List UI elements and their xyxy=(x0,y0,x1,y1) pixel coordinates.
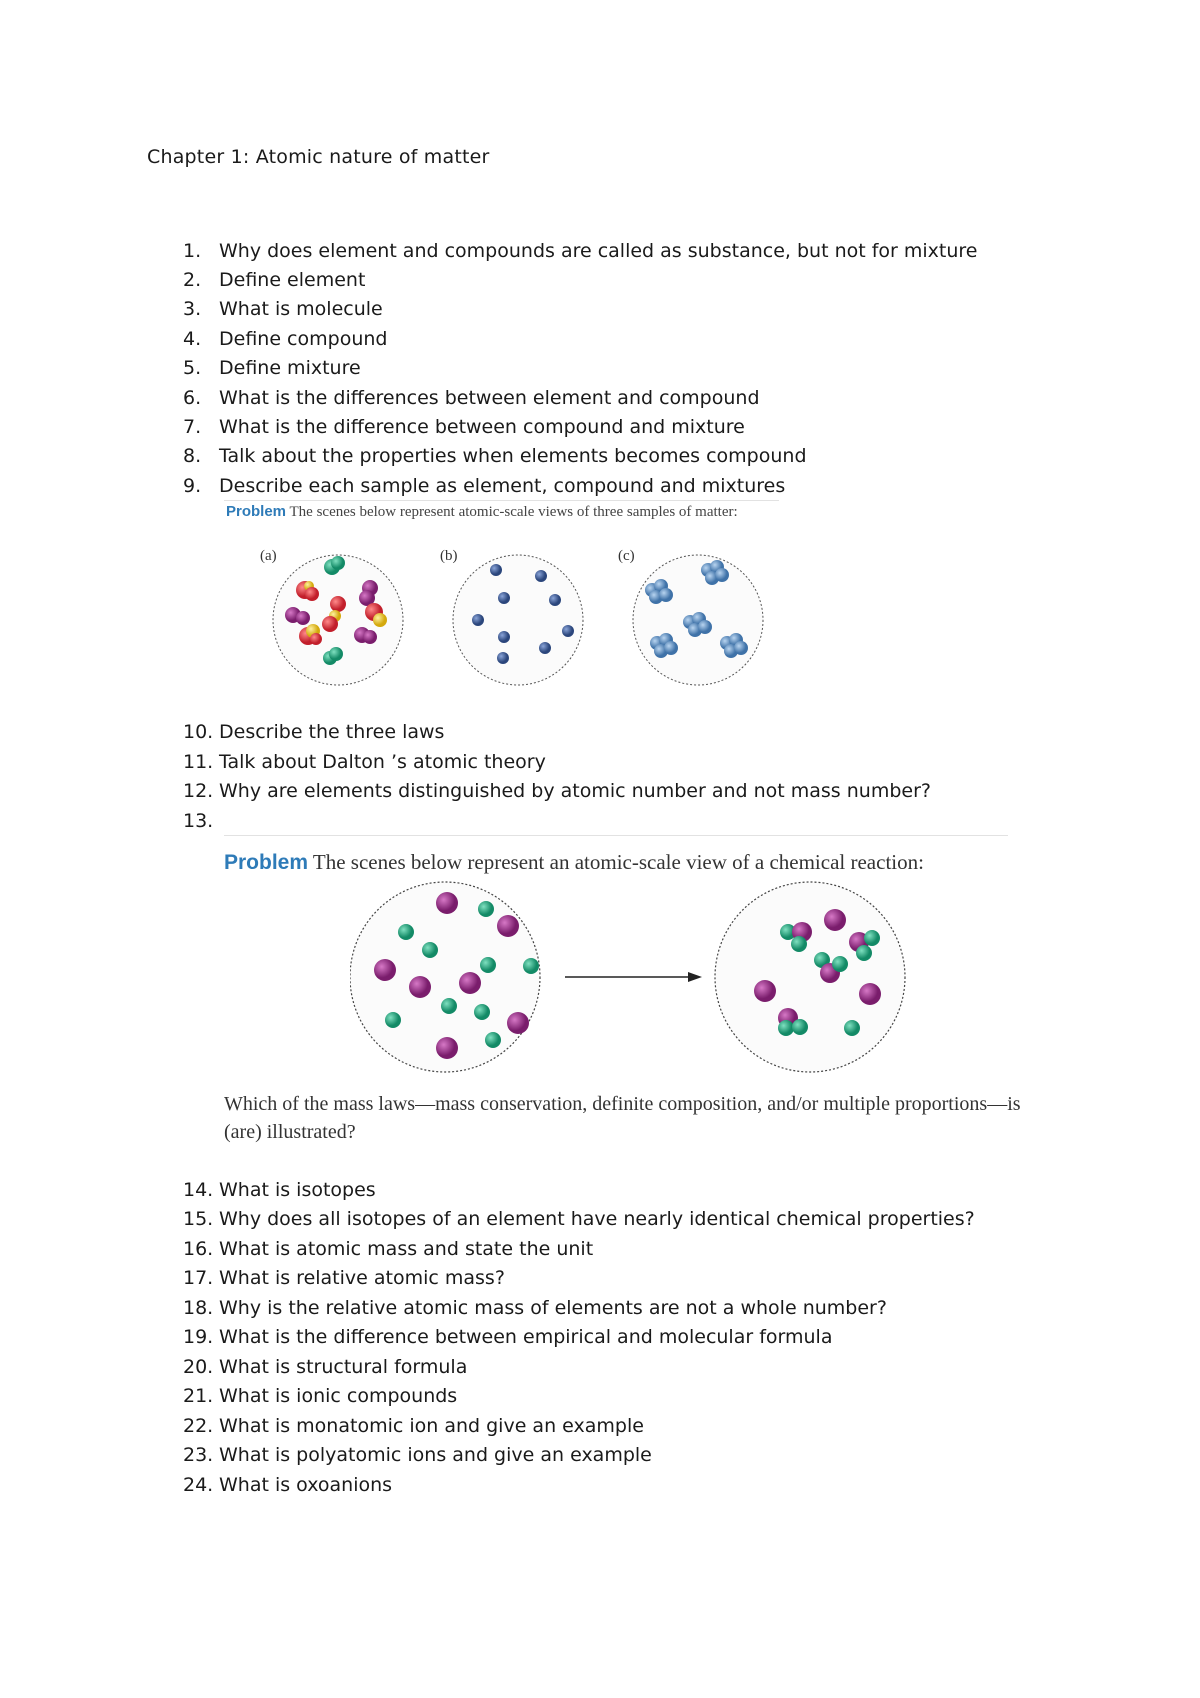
sample-b xyxy=(453,555,583,685)
question-item: 20. What is structural formula xyxy=(183,1356,468,1378)
problem-1-heading xyxy=(226,503,738,521)
question-item: 9. Describe each sample as element, compound and mixtures xyxy=(183,475,786,497)
divider xyxy=(224,500,779,501)
problem-text: The scenes below represent an atomic-scale view of a chemical reaction: xyxy=(312,850,924,874)
question-item: 6. What is the differences between element and compound xyxy=(183,387,760,409)
reactants-scene xyxy=(350,882,540,1072)
products-scene xyxy=(715,882,905,1072)
sample-c xyxy=(633,555,763,685)
question-item: 15. Why does all isotopes of an element have nearly identical chemical properties? xyxy=(183,1208,975,1230)
question-item: 19. What is the difference between empirical and molecular formula xyxy=(183,1326,833,1348)
label-b: (b) xyxy=(440,548,458,564)
question-item: 16. What is atomic mass and state the unit xyxy=(183,1238,594,1260)
question-item: 4. Define compound xyxy=(183,328,388,350)
label-a: (a) xyxy=(260,548,277,564)
question-item: 17. What is relative atomic mass? xyxy=(183,1267,505,1289)
question-item: 21. What is ionic compounds xyxy=(183,1385,458,1407)
question-item: 1. Why does element and compounds are called as substance, but not for mixture xyxy=(183,240,978,262)
question-item: 8. Talk about the properties when elements becomes compound xyxy=(183,445,807,467)
sample-a xyxy=(273,555,403,685)
samples-figure xyxy=(250,540,790,690)
question-item: 3. What is molecule xyxy=(183,298,383,320)
question-item: 22. What is monatomic ion and give an example xyxy=(183,1415,644,1437)
question-item: 12. Why are elements distinguished by atomic number and not mass number? xyxy=(183,780,931,802)
question-item: 24. What is oxoanions xyxy=(183,1474,393,1496)
reaction-figure xyxy=(350,880,930,1080)
divider xyxy=(224,835,1008,836)
page-title: Chapter 1: Atomic nature of matter xyxy=(147,146,490,168)
problem-keyword: Problem xyxy=(226,503,287,520)
label-c: (c) xyxy=(618,548,635,564)
question-item: 18. Why is the relative atomic mass of elements are not a whole number? xyxy=(183,1297,887,1319)
problem-keyword: Problem xyxy=(224,851,309,874)
problem-text: The scenes below represent atomic-scale views of three samples of matter: xyxy=(289,504,738,520)
question-item: 2. Define element xyxy=(183,269,366,291)
question-item: 23. What is polyatomic ions and give an example xyxy=(183,1444,652,1466)
question-item: 11. Talk about Dalton ’s atomic theory xyxy=(183,751,546,773)
question-item: 13. xyxy=(183,810,214,832)
question-item: 14. What is isotopes xyxy=(183,1179,376,1201)
question-item: 10. Describe the three laws xyxy=(183,721,445,743)
question-item: 7. What is the difference between compound and mixture xyxy=(183,416,745,438)
question-item: 5. Define mixture xyxy=(183,357,361,379)
problem-2-heading xyxy=(224,850,924,875)
problem-2-question: Which of the mass laws—mass conservation, definite composition, and/or multiple proportions—is (are) illustrated? xyxy=(224,1093,1021,1143)
reaction-arrow xyxy=(565,972,702,982)
